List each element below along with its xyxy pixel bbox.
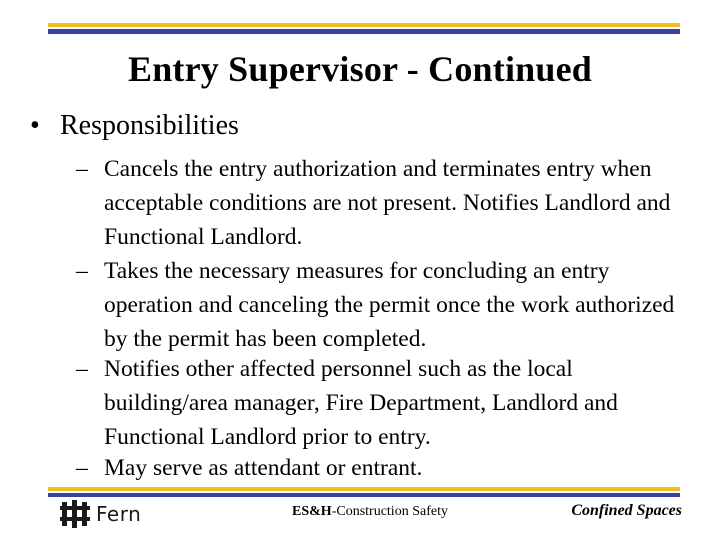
dash-marker: – xyxy=(76,356,88,382)
bottom-gold-rule xyxy=(48,487,680,491)
sub-item-concludes-operation xyxy=(76,254,686,356)
sub-item-text: Takes the necessary measures for concluding an entry operation and canceling the permit once the work authorized by the permit has been completed. xyxy=(104,258,675,352)
top-blue-rule xyxy=(48,29,680,34)
sub-item-text: Cancels the entry authorization and terminates entry when acceptable conditions are not present. Notifies Landlord and Functional Landlord. xyxy=(104,156,671,250)
dash-marker: – xyxy=(76,156,88,182)
fermilab-logo-icon xyxy=(60,500,90,528)
sub-item-text: Notifies other affected personnel such as the local building/area manager, Fire Department, Landlord and Functional Landlord prior to entry. xyxy=(104,356,618,450)
bullet-dot: • xyxy=(30,110,40,141)
fermilab-logo xyxy=(60,500,170,528)
sub-item-cancels-entry xyxy=(76,152,686,254)
sub-item-notifies-personnel xyxy=(76,352,686,454)
footer-department-rest: -Construction Safety xyxy=(331,504,448,519)
slide-title: Entry Supervisor - Continued xyxy=(127,49,592,89)
top-gold-rule xyxy=(48,23,680,27)
sub-item-text: May serve as attendant or entrant. xyxy=(104,455,423,481)
bottom-blue-rule xyxy=(48,493,680,497)
sub-item-attendant-entrant xyxy=(76,451,686,485)
footer-department-bold: ES&H xyxy=(292,504,332,519)
logo-text: Fern xyxy=(96,502,142,526)
main-bullet xyxy=(30,110,239,142)
dash-marker: – xyxy=(76,258,88,284)
bullet-label: Responsibilities xyxy=(60,110,239,141)
footer-topic: Confined Spaces xyxy=(571,502,682,519)
dash-marker: – xyxy=(76,455,88,481)
footer-department xyxy=(270,504,470,520)
